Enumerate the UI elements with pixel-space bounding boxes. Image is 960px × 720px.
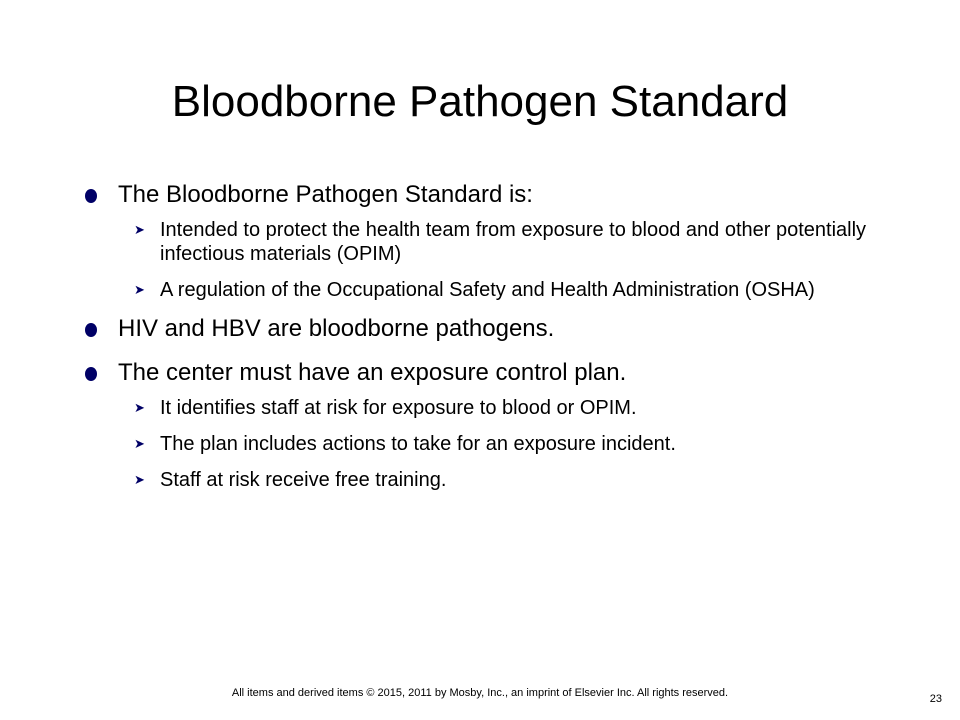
arrowhead-bullet-icon: ➤ xyxy=(134,436,145,451)
sub-bullet-text: The plan includes actions to take for an exposure incident. xyxy=(160,433,676,455)
copyright-footer: All items and derived items © 2015, 2011 by Mosby, Inc., an imprint of Elsevier Inc. All rights reserved. xyxy=(231,687,729,699)
bullet-item xyxy=(80,314,880,344)
filled-circle-bullet-icon xyxy=(85,367,97,381)
sub-bullet-text: Staff at risk receive free training. xyxy=(160,469,447,491)
sub-bullet-item xyxy=(118,278,880,302)
bullet-text: The Bloodborne Pathogen Standard is: xyxy=(118,181,533,208)
filled-circle-bullet-icon xyxy=(85,323,97,337)
slide-content xyxy=(80,180,880,504)
sub-bullet-list xyxy=(80,396,880,492)
page-number: 23 xyxy=(929,693,942,705)
slide-title: Bloodborne Pathogen Standard xyxy=(171,77,789,126)
sub-bullet-text: Intended to protect the health team from exposure to blood and other potentially infectious materials (OPIM) xyxy=(160,219,867,265)
sub-bullet-item xyxy=(118,432,880,456)
sub-bullet-text: It identifies staff at risk for exposure to blood or OPIM. xyxy=(160,397,637,419)
bullet-text: The center must have an exposure control plan. xyxy=(118,359,627,386)
arrowhead-bullet-icon: ➤ xyxy=(134,222,145,237)
bullet-item xyxy=(80,180,880,210)
sub-bullet-item xyxy=(118,396,880,420)
sub-bullet-list xyxy=(80,218,880,302)
sub-bullet-item xyxy=(118,468,880,492)
sub-bullet-item xyxy=(118,218,880,266)
sub-bullet-text: A regulation of the Occupational Safety and Health Administration (OSHA) xyxy=(160,279,815,301)
bullet-item xyxy=(80,358,880,388)
arrowhead-bullet-icon: ➤ xyxy=(134,282,145,297)
arrowhead-bullet-icon: ➤ xyxy=(134,400,145,415)
arrowhead-bullet-icon: ➤ xyxy=(134,472,145,487)
bullet-text: HIV and HBV are bloodborne pathogens. xyxy=(118,315,555,342)
filled-circle-bullet-icon xyxy=(85,189,97,203)
